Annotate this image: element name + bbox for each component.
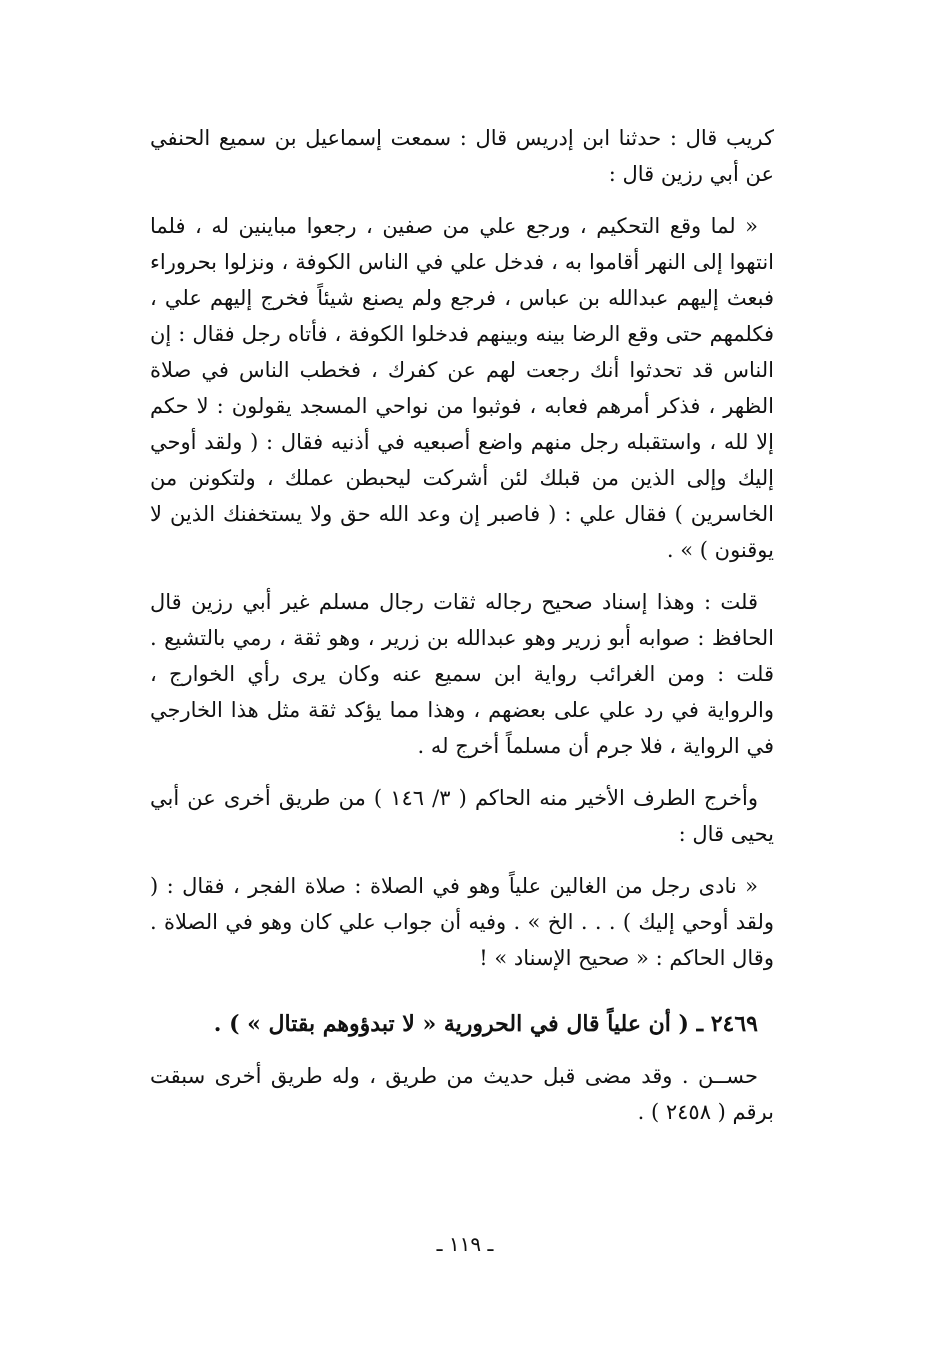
paragraph-hakim-source: وأخرج الطرف الأخير منه الحاكم ( ٣/ ١٤٦ ) من طريق أخرى عن أبي يحيى قال : <box>150 786 774 846</box>
paragraph-hakim-quote: « نادى رجل من الغالين علياً وهو في الصلاة : صلاة الفجر ، فقال : ( ولقد أوحي إليك ) . . . الخ » . وفيه أن جواب علي كان وهو في الصلاة . وقال الحاكم : « صحيح الإسناد » ! <box>150 874 774 970</box>
page-body <box>150 120 774 1146</box>
paragraph-isnad-start: كريب قال : حدثنا ابن إدريس قال : سمعت إسماعيل بن سميع الحنفي عن أبي رزين قال : <box>150 126 774 186</box>
paragraph-closing: حســن . وقد مضى قبل حديث من طريق ، وله طريق أخرى سبقت برقم ( ٢٤٥٨ ) . <box>150 1064 774 1124</box>
hadith-heading: ٢٤٦٩ ـ ( أن علياً قال في الحرورية « لا تبدؤوهم بقتال » ) . <box>213 1011 758 1037</box>
paragraph-hadith-text: « لما وقع التحكيم ، ورجع علي من صفين ، رجعوا مباينين له ، فلما انتهوا إلى النهر أقاموا به ، فدخل علي في الناس الكوفة ، ونزلوا بحروراء فبعث إليهم عبدالله بن عباس ، فرجع ولم يصنع شيئاً فخرج إليهم علي ، فكلمهم حتى وقع الرضا بينه وبينهم فدخلوا الكوفة ، فأتاه رجل فقال : إن الناس قد تحدثوا أنك رجعت لهم عن كفرك ، فخطب الناس في صلاة الظهر ، فذكر أمرهم فعابه ، فوثبوا من نواحي المسجد يقولون : لا حكم إلا لله ، واستقبله رجل منهم واضع أصبعيه في أذنيه فقال : ( ولقد أوحي إليك وإلى الذين من قبلك لئن أشركت ليحبطن عملك ، ولتكونن من الخاسرين ) فقال علي : ( فاصبر إن وعد الله حق ولا يستخفنك الذين لا يوقنون ) » . <box>150 214 775 562</box>
paragraph-commentary: قلت : وهذا إسناد صحيح رجاله ثقات رجال مسلم غير أبي رزين قال الحافظ : صوابه أبو زرير وهو عبدالله بن زرير ، وهو ثقة ، رمي بالتشيع . قلت : ومن الغرائب رواية ابن سميع عنه وكان يرى رأي الخوارج ، والرواية في رد علي على بعضهم ، وهذا مما يؤكد ثقة مثل هذا الخارجي في الرواية ، فلا جرم أن مسلماً أخرج له . <box>150 590 774 758</box>
page-number: ـ ١١٩ ـ <box>436 1232 494 1256</box>
